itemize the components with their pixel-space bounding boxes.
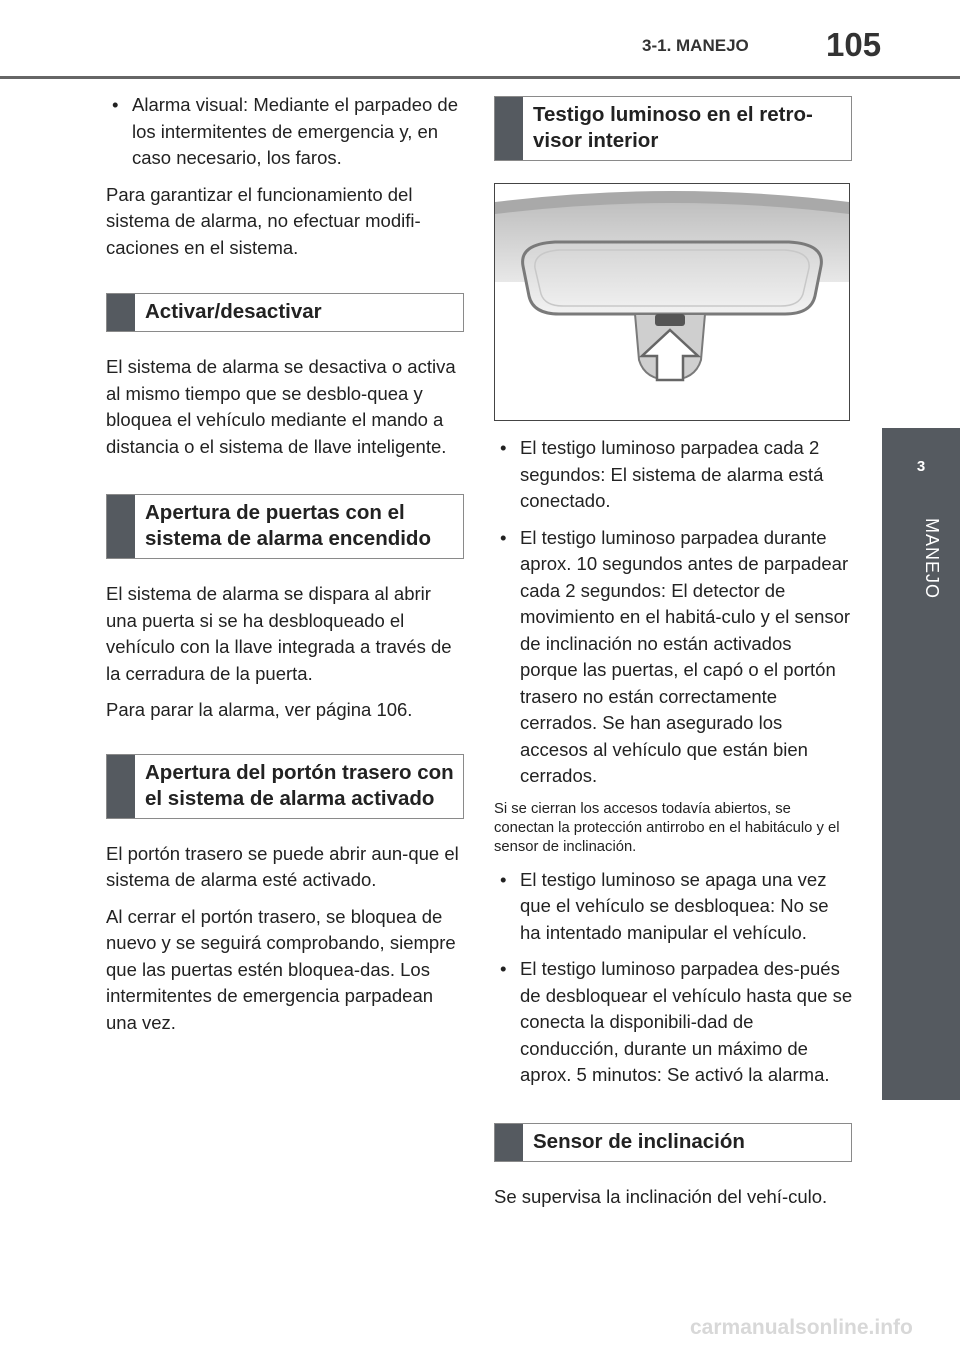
- mirror-glass: [523, 242, 822, 314]
- heading-doors: Apertura de puertas con el sistema de alarma encendido: [145, 501, 431, 550]
- paragraph-activate: El sistema de alarma se desactiva o activa al mismo tiempo que se desblo-quea y bloquea el vehículo mediante el mando a distancia o el sistema de llave inteligente.: [106, 356, 456, 457]
- chapter-tab-label: MANEJO: [922, 518, 942, 600]
- rearview-mirror-illustration: [495, 184, 849, 420]
- heading-box-activate: [106, 293, 464, 332]
- paragraph-stop-alarm: Para parar la alarma, ver página 106.: [106, 699, 413, 720]
- heading-box-indicator: [494, 96, 852, 161]
- heading-box-tilt: [494, 1123, 852, 1162]
- heading-indicator: Testigo luminoso en el retro-visor interior: [533, 103, 813, 152]
- heading-tailgate: Apertura del portón trasero con el sistema de alarma activado: [145, 760, 454, 810]
- heading-bar: [107, 495, 135, 558]
- bullet-indicator-off: • El testigo luminoso se apaga una vez que el vehículo se desbloquea: No se ha intentado manipular el vehículo.: [494, 867, 854, 947]
- heading-activate: Activar/desactivar: [145, 300, 322, 323]
- bullet-indicator-10s: • El testigo luminoso parpadea durante aprox. 10 segundos antes de parpadear cada 2 segundos: El detector de movimiento en el habitá-culo y el sensor de inclinación no están activados porque las puertas, el capó o el portón trasero no están correctamente cerrados. Se han asegurado los accesos al vehículo que están bien cerrados.: [494, 525, 854, 790]
- paragraph-tailgate-open: El portón trasero se puede abrir aun-que el sistema de alarma esté activado.: [106, 842, 459, 890]
- section-title: 3-1. MANEJO: [642, 36, 749, 55]
- paragraph-doors: El sistema de alarma se dispara al abrir una puerta si se ha desbloqueado el vehículo con la llave integrada a través de la cerradura de la puerta.: [106, 583, 452, 684]
- mirror-figure: [494, 183, 850, 421]
- heading-box-doors: [106, 494, 464, 559]
- paragraph-modifications: Para garantizar el funcionamiento del sistema de alarma, no efectuar modifi-caciones en el sistema.: [106, 183, 421, 258]
- left-column: [106, 92, 466, 1046]
- heading-bar: [107, 755, 135, 818]
- heading-bar: [495, 97, 523, 160]
- bullet-visual-alarm: • Alarma visual: Mediante el parpadeo de los intermitentes de emergencia y, en caso necesario, los faros.: [106, 92, 466, 172]
- heading-bar: [107, 294, 135, 331]
- right-column: [494, 92, 854, 1220]
- indicator-light: [655, 314, 685, 326]
- page-number: 105: [826, 26, 882, 63]
- header-rule: [0, 76, 960, 79]
- chapter-tab: [882, 428, 960, 1100]
- heading-tilt: Sensor de inclinación: [533, 1129, 745, 1153]
- chapter-tab-number: 3: [916, 458, 926, 475]
- heading-bar: [495, 1124, 523, 1161]
- note-closing-access: Si se cierran los accesos todavía abiertos, se conectan la protección antirrobo en el habitáculo y el sensor de inclinación.: [494, 800, 840, 855]
- heading-box-tailgate: [106, 754, 464, 819]
- watermark: carmanualsonline.info: [690, 1316, 913, 1339]
- paragraph-tailgate-close: Al cerrar el portón trasero, se bloquea de nuevo y se seguirá comprobando, siempre que las puertas estén bloquea-das. Los intermitentes de emergencia parpadean una vez.: [106, 905, 456, 1033]
- paragraph-tilt: Se supervisa la inclinación del vehí-culo.: [494, 1185, 828, 1207]
- bullet-indicator-alarm: • El testigo luminoso parpadea des-pués de desbloquear el vehículo hasta que se conecta la disponibili-dad de conducción, durante un máximo de aprox. 5 minutos: Se activó la alarma.: [494, 956, 854, 1089]
- bullet-indicator-connected: • El testigo luminoso parpadea cada 2 segundos: El sistema de alarma está conectado.: [494, 435, 854, 515]
